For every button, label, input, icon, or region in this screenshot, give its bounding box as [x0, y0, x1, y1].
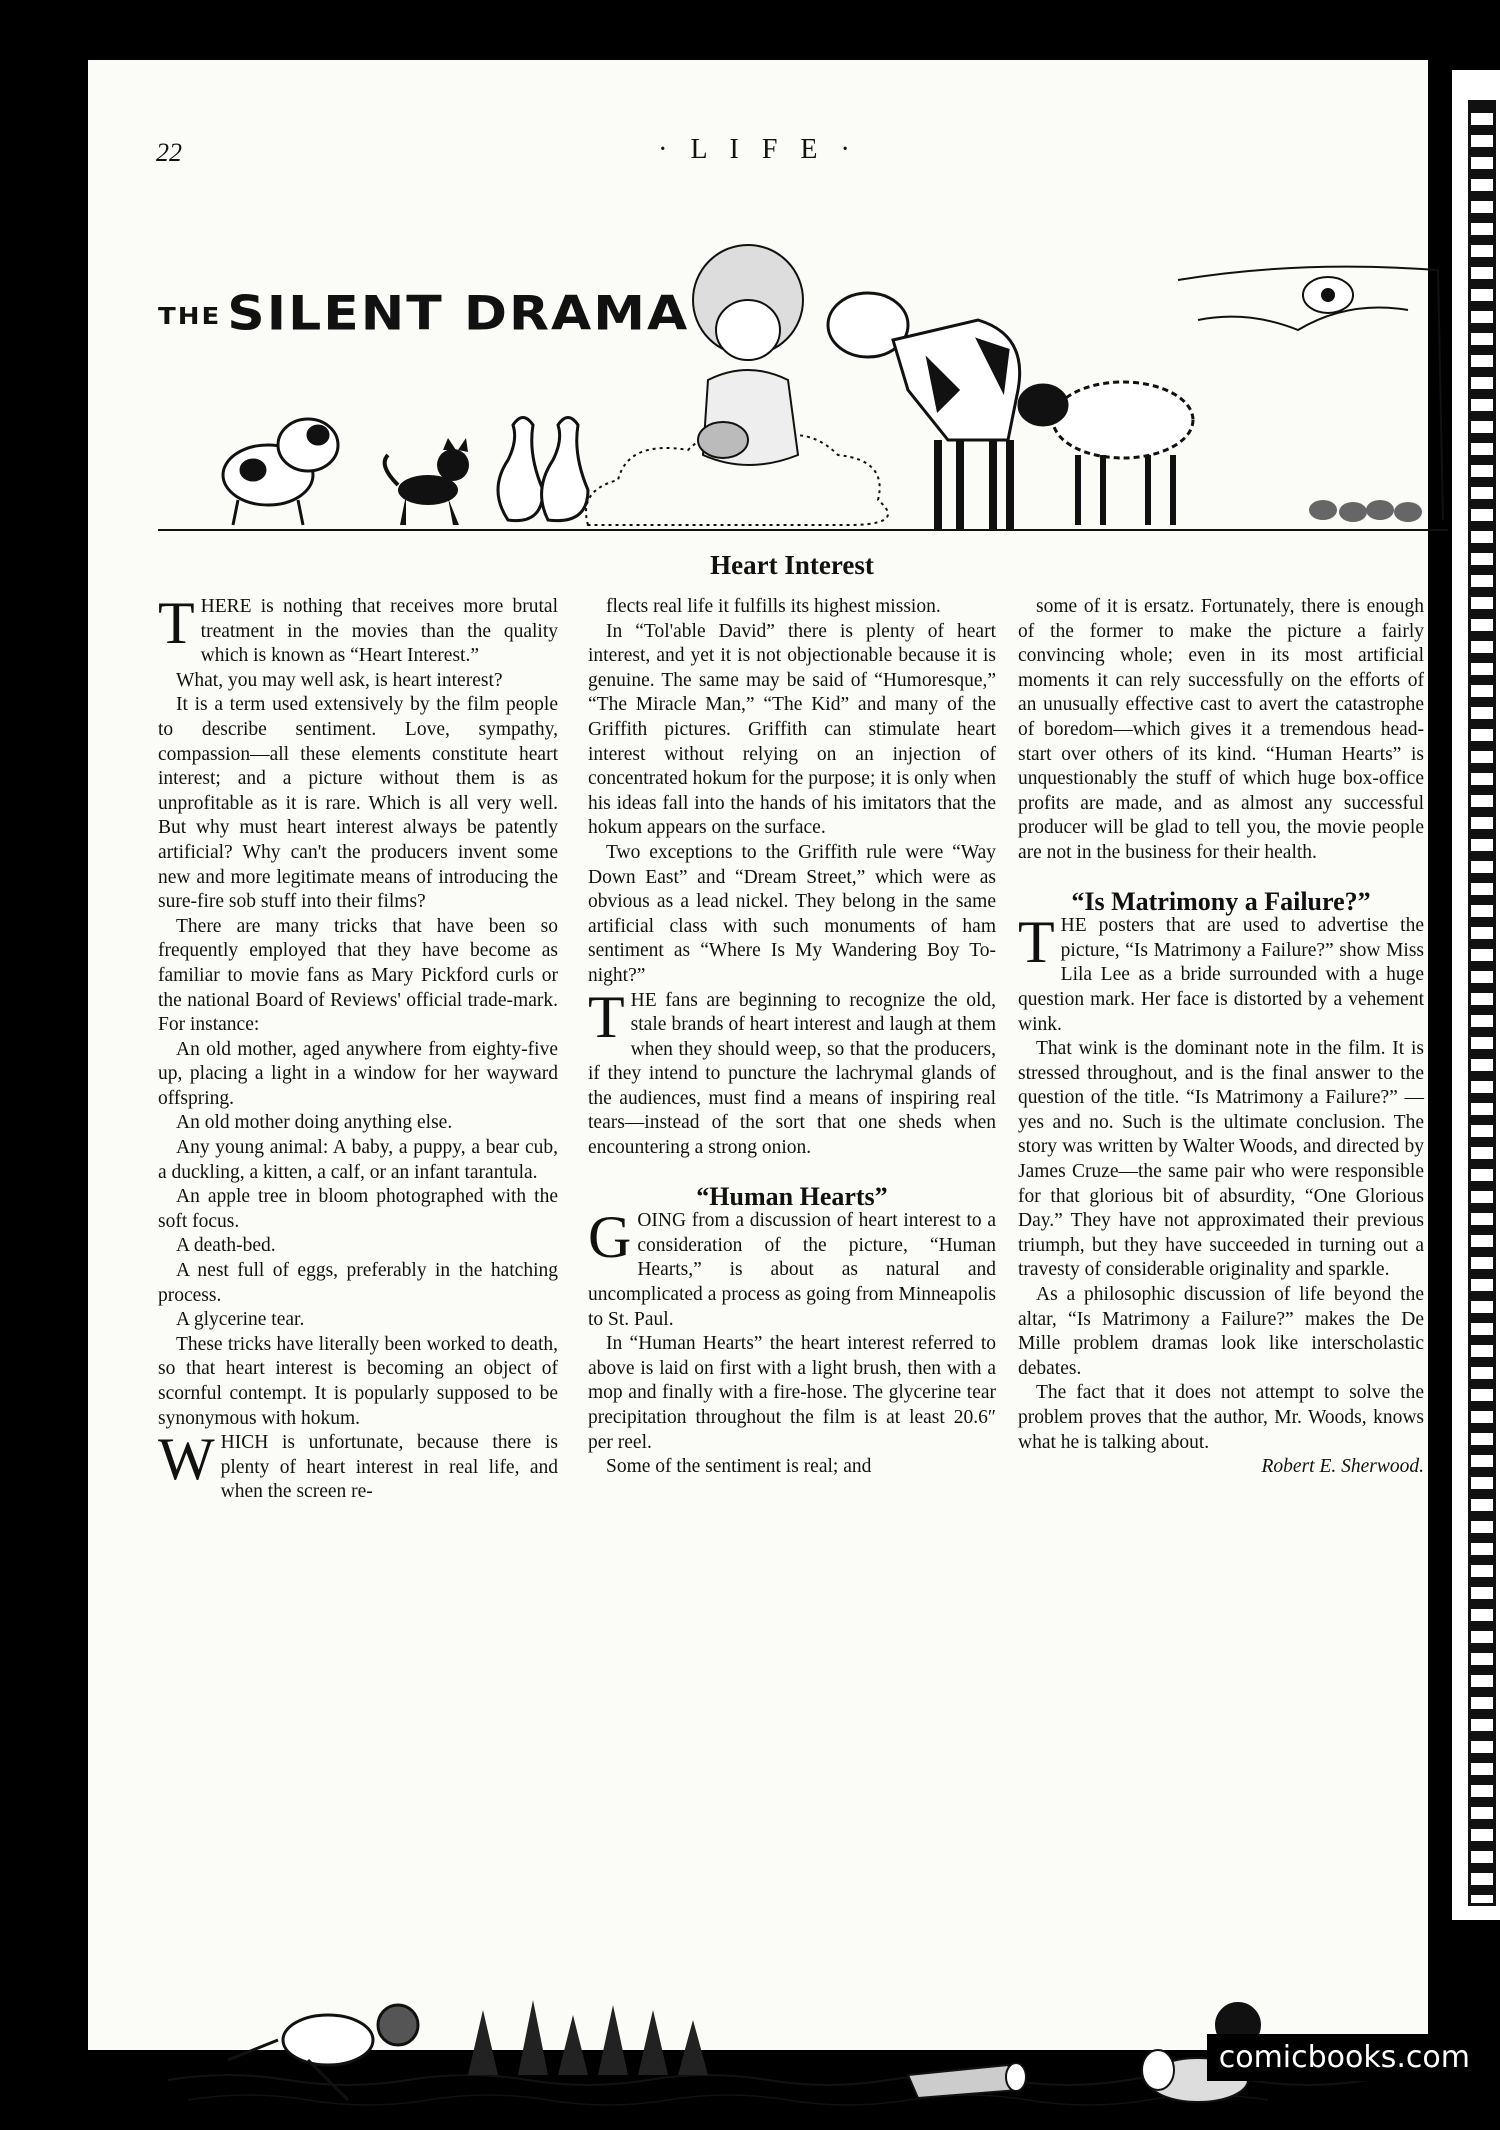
paragraph-text: HICH is unfortunate, because there is plenty of heart interest in real life, and when the screen re-	[220, 1432, 558, 1503]
drop-cap: T	[158, 590, 195, 656]
paragraph-text: In “Human Hearts” the heart interest referred to above is laid on first with a light brush, then with a mop and finally with a fire-hose. The glycerine tear precipitation throughout the film is at least 20.6″ per reel.	[588, 1333, 996, 1453]
paragraph-text: OING from a discussion of heart interest to a consideration of the picture, “Human Hearts,” is about as natural and uncomplicated a process as going from Minneapolis to St. Paul.	[588, 1210, 996, 1330]
article-heading-human-hearts: “Human Hearts”	[696, 1181, 888, 1211]
paragraph	[158, 1038, 558, 1112]
log-drawing	[908, 2063, 1026, 2098]
paragraph	[158, 1308, 558, 1333]
paragraph-text: A glycerine tear.	[176, 1309, 305, 1331]
paragraph-text: An old mother doing anything else.	[176, 1112, 453, 1134]
paragraph	[588, 620, 996, 841]
article-heading-heart-interest: Heart Interest	[710, 550, 874, 580]
drop-cap: T	[1018, 909, 1055, 976]
paragraph-text: It is a term used extensively by the film people to describe sentiment. Love, sympathy, compassion—all these elements constitute heart interest; and a picture without them is as unprofitable as it is rare. Which is all very well. But why must heart interest always be patently artificial? Why can't the producers invent some new and more legitimate means of introducing the sure-fire sob stuff into their films?	[158, 694, 558, 913]
paragraph	[158, 1185, 558, 1234]
pine-trees-drawing	[468, 2000, 708, 2075]
paragraph-text: That wink is the dominant note in the film. It is stressed throughout, and is the final answer to the question of the title. “Is Matrimony a Failure?” —yes and no. Such is the ultimate conclusion. The story was written by Walter Woods, and directed by James Cruze—the same pair who were responsible for that glorious bit of absurdity, “One Glorious Day.” They have not approximated their previous triumph, but they have succeeded in turning out a travesty of considerable originality and sparkle.	[1018, 1038, 1424, 1281]
paragraph	[158, 1234, 558, 1259]
paragraph-text: The fact that it does not attempt to solve the problem proves that the author, Mr. Woods, knows what he is talking about.	[1018, 1382, 1424, 1453]
paragraph-text: HERE is nothing that receives more brutal treatment in the movies than the quality which is known as “Heart Interest.”	[200, 596, 558, 667]
paragraph	[1018, 595, 1424, 866]
paragraph	[588, 841, 996, 989]
paragraph	[588, 983, 996, 1161]
paragraph-text: Some of the sentiment is real; and	[606, 1456, 872, 1478]
page-number: 22	[156, 138, 182, 167]
paragraph	[588, 1332, 996, 1455]
section-title-prefix: THE	[158, 303, 222, 331]
column-2	[588, 595, 996, 1480]
paragraph	[158, 1333, 558, 1431]
paragraph-text: A death-bed.	[176, 1235, 276, 1257]
paragraph	[158, 1111, 558, 1136]
paragraph-text: What, you may well ask, is heart interest?	[176, 669, 503, 691]
animals-illustration	[148, 240, 1458, 540]
paragraph-text: HE fans are beginning to recognize the old, stale brands of heart interest and laugh at them when they should weep, so that the producers, if they intend to puncture the lachrymal glands of the audiences, must find a means of inspiring real tears—instead of the sort that one sheds when encountering a strong onion.	[588, 989, 996, 1159]
paragraph-text: Any young animal: A baby, a puppy, a bear cub, a duckling, a kitten, a calf, or an infant tarantula.	[158, 1137, 558, 1183]
drop-cap: G	[588, 1204, 632, 1271]
paragraph	[1018, 909, 1424, 1037]
drop-cap: T	[588, 983, 625, 1050]
lamb-drawing	[1019, 382, 1193, 525]
paragraph	[1018, 1037, 1424, 1283]
section-title	[158, 287, 690, 341]
paragraph	[158, 1136, 558, 1185]
paragraph	[1018, 1381, 1424, 1455]
paragraph-text: In “Tol'able David” there is plenty of heart interest, and yet it is not objectionable because it is genuine. The same may be said of “Humoresque,” “The Miracle Man,” “The Kid” and many of the Griffith pictures. Griffith can stimulate heart interest without relying on an injection of concentrated hokum for the purpose; it is only when his ideas fall into the hands of his imitators that the hokum appears on the surface.	[588, 620, 996, 839]
duckling-drawings	[498, 418, 588, 521]
paragraph	[158, 1259, 558, 1308]
paragraph	[158, 590, 558, 669]
author-signature: Robert E. Sherwood.	[1261, 1456, 1424, 1478]
paragraph-text: flects real life it fulfills its highest mission.	[606, 596, 941, 617]
article2-col3-body	[1018, 595, 1424, 866]
paragraph-text: HE posters that are used to advertise the picture, “Is Matrimony a Failure?” show Miss Lila Lee as a bride surrounded with a huge question mark. Her face is distorted by a vehement wink.	[1018, 915, 1424, 1035]
tree-branch-drawing	[1178, 267, 1443, 520]
article1-col1-body	[158, 590, 558, 1505]
calf-drawing	[828, 293, 1020, 530]
paragraph-text: An apple tree in bloom photographed with the soft focus.	[158, 1186, 558, 1232]
adjacent-page-border	[1468, 100, 1496, 1906]
column-3	[1018, 595, 1424, 1480]
paragraph	[588, 595, 996, 620]
section-title-main: SILENT DRAMA	[227, 287, 690, 341]
child-figure-drawing	[693, 245, 803, 465]
paragraph	[158, 1426, 558, 1505]
column-1	[158, 590, 558, 1505]
watermark: comicbooks.com	[1207, 2034, 1482, 2081]
paragraph	[158, 669, 558, 694]
chicks-drawing	[1309, 500, 1422, 522]
paragraph	[588, 1204, 996, 1332]
paragraph	[1018, 1283, 1424, 1381]
masthead: · L I F E ·	[658, 134, 858, 165]
paragraph-text: There are many tricks that have been so frequently employed that they have become as familiar to movie fans as Mary Pickford curls or the national Board of Reviews' official trade-mark. For instance:	[158, 915, 558, 1036]
article2-col2-body	[588, 1204, 996, 1480]
magazine-page	[88, 60, 1428, 2050]
article-heading-matrimony: “Is Matrimony a Failure?”	[1071, 886, 1371, 916]
kitten-drawing	[385, 438, 469, 525]
puppy-drawing	[223, 419, 338, 525]
drop-cap: W	[158, 1426, 215, 1493]
paragraph-text: These tricks have literally been worked to death, so that heart interest is becoming an object of scornful contempt. It is popularly supposed to be synonymous with hokum.	[158, 1333, 558, 1429]
paragraph	[158, 915, 558, 1038]
article1-col2-body	[588, 595, 996, 1161]
paragraph-text: some of it is ersatz. Fortunately, there is enough of the former to make the picture a fairly convincing whole; even in its most artificial moments it can rely successfully on the efforts of an unusually effective cast to avert the catastrophe of boredom—which gives it a tremendous head-start over others of its kind. “Human Hearts” is unquestionably the stuff of which huge box-office profits are made, and as almost any successful producer will be glad to tell you, the movie people are not in the business for their health.	[1018, 596, 1424, 863]
paragraph-text: Two exceptions to the Griffith rule were “Way Down East” and “Dream Street,” which were as obvious as a lead nickel. They belong in the same artificial class with such monuments of ham sentiment as “Where Is My Wandering Boy To-night?”	[588, 841, 996, 986]
running-figure-drawing	[228, 2005, 418, 2100]
paragraph-text: An old mother, aged anywhere from eighty-five up, placing a light in a window for her wayward offspring.	[158, 1038, 558, 1109]
article3-col3-body	[1018, 909, 1424, 1455]
paragraph-text: A nest full of eggs, preferably in the hatching process.	[158, 1260, 558, 1306]
paragraph-text: As a philosophic discussion of life beyond the altar, “Is Matrimony a Failure?” makes the De Mille problem dramas look like interscholastic debates.	[1018, 1284, 1424, 1379]
paragraph	[588, 1455, 996, 1480]
paragraph	[158, 693, 558, 914]
